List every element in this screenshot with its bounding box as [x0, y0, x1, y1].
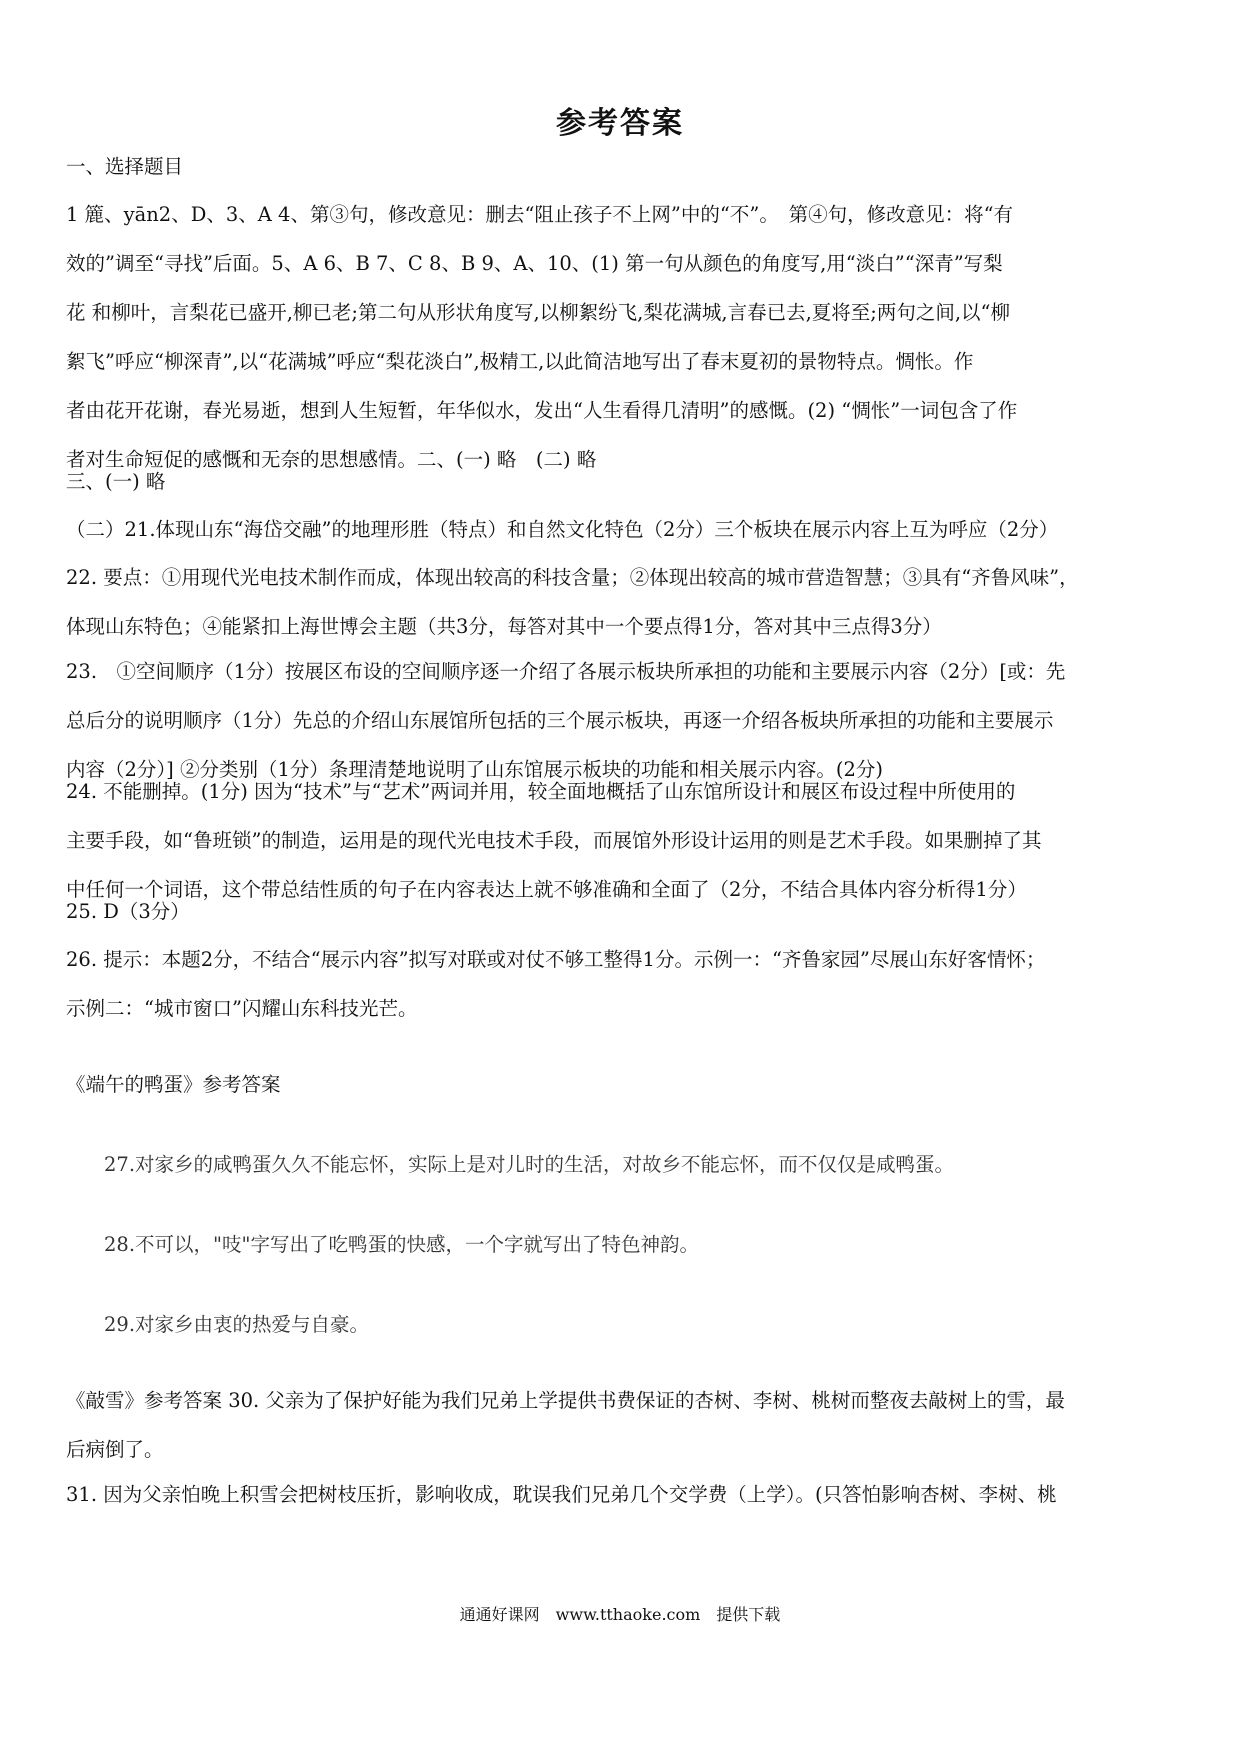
text-line: 1 簏、yān2、D、3、A 4、第③句，修改意见：删去“阻止孩子不上网”中的“不”。 第④句，修改意见：将“有 [66, 203, 1014, 226]
text-line: 者由花开花谢，春光易逝，想到人生短暂，年华似水，发出“人生看得几清明”的感慨。(2) “惆怅”一词包含了作 [66, 399, 1018, 422]
answers-block-1 [66, 190, 1176, 484]
answer-25 [66, 887, 1176, 936]
text-line: 29.对家乡由衷的热爱与自豪。 [104, 1313, 370, 1336]
text-line: 总后分的说明顺序（1分）先总的介绍山东展馆所包括的三个展示板块，再逐一介绍各板块所承担的功能和主要展示 [66, 709, 1054, 732]
text-line: （二）21.体现山东“海岱交融”的地理形胜（特点）和自然文化特色（2分）三个板块在展示内容上互为呼应（2分） [66, 518, 1059, 541]
text-line: 示例二：“城市窗口”闪耀山东科技光芒。 [66, 997, 418, 1020]
answer-28 [104, 1220, 1164, 1269]
answer-26 [66, 935, 1176, 1033]
text-line: 主要手段，如“鲁班锁”的制造，运用是的现代光电技术手段，而展馆外形设计运用的则是艺术手段。如果删掉了其 [66, 829, 1042, 852]
text-line: 23. ①空间顺序（1分）按展区布设的空间顺序逐一介绍了各展示板块所承担的功能和主要展示内容（2分）[或：先 [66, 660, 1066, 683]
text-line: 25. D（3分） [66, 900, 190, 923]
text-line: 24. 不能删掉。(1分) 因为“技术”与“艺术”两词并用，较全面地概括了山东馆所设计和展区布设过程中所使用的 [66, 780, 1016, 803]
text-line: 者对生命短促的感慨和无奈的思想感情。二、(一) 略 (二) 略 [66, 448, 597, 471]
text-line: 31. 因为父亲怕晚上积雪会把树枝压折，影响收成，耽误我们兄弟几个交学费（上学）。(只答怕影响杏树、李树、桃 [66, 1483, 1057, 1506]
text-line: 中任何一个词语，这个带总结性质的句子在内容表达上就不够准确和全面了（2分，不结合具体内容分析得1分） [66, 878, 1027, 901]
answer-27 [104, 1140, 1164, 1189]
answer-29 [104, 1300, 1164, 1349]
qiaoxue-answer-30 [66, 1376, 1176, 1474]
text-line: 絮飞”呼应“柳深青”,以“花满城”呼应“梨花淡白”,极精工,以此简洁地写出了春末夏初的景物特点。惆怅。作 [66, 350, 974, 373]
text-line: 后病倒了。 [66, 1438, 164, 1461]
answer-22 [66, 553, 1176, 651]
text-line: 26. 提示：本题2分，不结合“展示内容”拟写对联或对仗不够工整得1分。示例一：“齐鲁家园”尽展山东好客情怀； [66, 948, 1046, 971]
text-line: 28.不可以，"吱"字写出了吃鸭蛋的快感，一个字就写出了特色神韵。 [104, 1233, 699, 1256]
text-line: 《敲雪》参考答案 30. 父亲为了保护好能为我们兄弟上学提供书费保证的杏树、李树、桃树而整夜去敲树上的雪，最 [66, 1389, 1065, 1412]
text-line: 花 和柳叶，言梨花已盛开,柳已老;第二句从形状角度写,以柳絮纷飞,梨花满城,言春已去,夏将至;两句之间,以“柳 [66, 301, 1010, 324]
answer-31 [66, 1470, 1176, 1519]
page-footer: 通通好课网 www.tthaoke.com 提供下载 [459, 1605, 781, 1624]
section-one-heading [66, 142, 1176, 191]
text-line: 内容（2分）] ②分类别（1分）条理清楚地说明了山东馆展示板块的功能和相关展示内容。(2分) [66, 758, 883, 781]
section-heading: 《端午的鸭蛋》参考答案 [66, 1073, 281, 1096]
section-heading: 三、(一) 略 [66, 470, 166, 493]
text-line: 22. 要点：①用现代光电技术制作而成，体现出较高的科技含量；②体现出较高的城市营造智慧；③具有“齐鲁风味”， [66, 566, 1079, 589]
page-title: 参考答案 [556, 106, 684, 141]
text-line: 体现山东特色；④能紧扣上海世博会主题（共3分，每答对其中一个要点得1分，答对其中三点得3分） [66, 615, 942, 638]
text-line: 27.对家乡的咸鸭蛋久久不能忘怀，实际上是对儿时的生活，对故乡不能忘怀，而不仅仅是咸鸭蛋。 [104, 1153, 955, 1176]
duanwu-heading [66, 1060, 1176, 1109]
section-heading: 一、选择题目 [66, 155, 184, 178]
text-line: 效的”调至“寻找”后面。5、A 6、B 7、C 8、B 9、A、10、(1) 第一句从颜色的角度写,用“淡白”“深青”写梨 [66, 252, 1003, 275]
section-three-heading [66, 457, 1176, 506]
answer-21 [66, 505, 1176, 554]
